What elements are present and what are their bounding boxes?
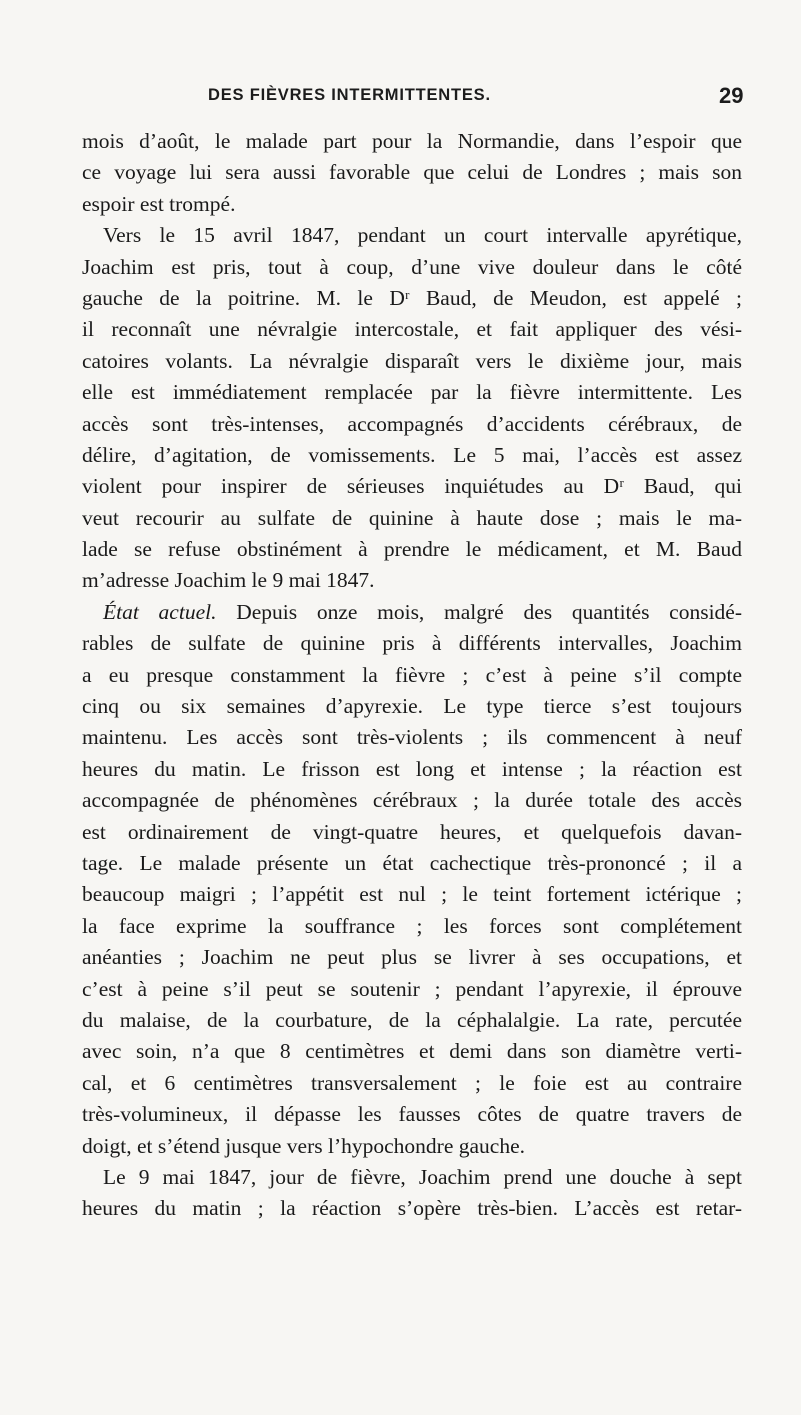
text-line xyxy=(82,409,742,440)
line-text: heures du matin. Le frisson est long et intense ; la réaction est xyxy=(82,756,742,781)
text-line xyxy=(82,597,742,628)
line-text: heures du matin ; la réaction s’opère très-bien. L’accès est retar- xyxy=(82,1196,742,1221)
line-text: délire, d’agitation, de vomissements. Le 5 mai, l’accès est assez xyxy=(82,442,742,467)
text-line xyxy=(82,817,742,848)
running-title: DES FIÈVRES INTERMITTENTES. xyxy=(208,86,491,104)
text-line xyxy=(82,722,742,753)
text-line xyxy=(82,346,742,377)
text-line xyxy=(82,754,742,785)
text-line xyxy=(82,1036,742,1067)
text-line xyxy=(82,157,742,188)
line-text: doigt, et s’étend jusque vers l’hypochondre gauche. xyxy=(82,1133,526,1158)
text-line xyxy=(82,220,742,251)
line-text: est ordinairement de vingt-quatre heures, et quelquefois davan- xyxy=(82,819,742,844)
line-text: Le 9 mai 1847, jour de fièvre, Joachim prend une douche à sept xyxy=(103,1164,742,1189)
line-text: c’est à peine s’il peut se soutenir ; pendant l’apyrexie, il éprouve xyxy=(82,976,742,1001)
line-text: veut recourir au sulfate de quinine à haute dose ; mais le ma- xyxy=(82,505,742,530)
line-text: accompagnée de phénomènes cérébraux ; la durée totale des accès xyxy=(82,788,742,813)
line-text: la face exprime la souffrance ; les forces sont complétement xyxy=(82,913,742,938)
text-line xyxy=(82,911,742,942)
line-text: du malaise, de la courbature, de la céphalalgie. La rate, percutée xyxy=(82,1007,742,1032)
line-text: beaucoup maigri ; l’appétit est nul ; le teint fortement ictérique ; xyxy=(82,882,742,907)
line-text: avec soin, n’a que 8 centimètres et demi dans son diamètre verti- xyxy=(82,1039,742,1064)
line-text: très-volumineux, il dépasse les fausses côtes de quatre travers de xyxy=(82,1102,742,1127)
text-line xyxy=(82,377,742,408)
text-line xyxy=(82,785,742,816)
text-line xyxy=(82,1193,742,1224)
line-text: elle est immédiatement remplacée par la fièvre intermittente. Les xyxy=(82,380,742,405)
line-text: Depuis onze mois, malgré des quantités considé- xyxy=(236,599,742,624)
text-line xyxy=(82,189,742,220)
text-line xyxy=(82,1131,742,1162)
text-line xyxy=(82,1005,742,1036)
line-text: tage. Le malade présente un état cachectique très-prononcé ; il a xyxy=(82,850,742,875)
text-line xyxy=(82,628,742,659)
text-line xyxy=(82,1068,742,1099)
line-text: Vers le 15 avril 1847, pendant un court intervalle apyrétique, xyxy=(103,223,742,248)
line-text: gauche de la poitrine. M. le Dʳ Baud, de Meudon, est appelé ; xyxy=(82,285,742,310)
line-text: cinq ou six semaines d’apyrexie. Le type tierce s’est toujours xyxy=(82,694,742,719)
line-text: maintenu. Les accès sont très-violents ; ils commencent à neuf xyxy=(82,725,742,750)
text-line xyxy=(82,565,742,596)
line-text: lade se refuse obstinément à prendre le médicament, et M. Baud xyxy=(82,537,742,562)
text-line xyxy=(82,660,742,691)
text-line xyxy=(82,942,742,973)
line-text: rables de sulfate de quinine pris à différents intervalles, Joachim xyxy=(82,631,742,656)
line-text: accès sont très-intenses, accompagnés d’accidents cérébraux, de xyxy=(82,411,742,436)
line-text: catoires volants. La névralgie disparaît vers le dixième jour, mais xyxy=(82,348,742,373)
text-line xyxy=(82,283,742,314)
text-line xyxy=(82,126,742,157)
line-text: violent pour inspirer de sérieuses inquiétudes au Dʳ Baud, qui xyxy=(82,474,742,499)
text-line xyxy=(82,314,742,345)
running-head xyxy=(0,83,801,116)
text-line xyxy=(82,503,742,534)
text-line xyxy=(82,1099,742,1130)
text-line xyxy=(82,471,742,502)
line-text: ce voyage lui sera aussi favorable que celui de Londres ; mais son xyxy=(82,160,742,185)
text-line xyxy=(82,974,742,1005)
line-text: espoir est trompé. xyxy=(82,191,236,216)
text-line xyxy=(82,691,742,722)
line-text: mois d’août, le malade part pour la Normandie, dans l’espoir que xyxy=(82,129,742,153)
text-line xyxy=(82,534,742,565)
text-line xyxy=(82,848,742,879)
page-number: 29 xyxy=(719,83,744,108)
section-lead: État actuel. xyxy=(103,599,217,624)
text-line xyxy=(82,440,742,471)
line-text: il reconnaît une névralgie intercostale, et fait appliquer des vési- xyxy=(82,317,742,342)
line-text: m’adresse Joachim le 9 mai 1847. xyxy=(82,568,375,593)
line-text: Joachim est pris, tout à coup, d’une vive douleur dans le côté xyxy=(82,254,742,279)
text-line xyxy=(82,252,742,283)
text-line xyxy=(82,1162,742,1193)
line-text: cal, et 6 centimètres transversalement ; le foie est au contraire xyxy=(82,1070,742,1095)
body-text xyxy=(82,126,742,1225)
line-text: anéanties ; Joachim ne peut plus se livrer à ses occupations, et xyxy=(82,945,742,970)
text-line xyxy=(82,879,742,910)
line-text: a eu presque constamment la fièvre ; c’est à peine s’il compte xyxy=(82,662,742,687)
